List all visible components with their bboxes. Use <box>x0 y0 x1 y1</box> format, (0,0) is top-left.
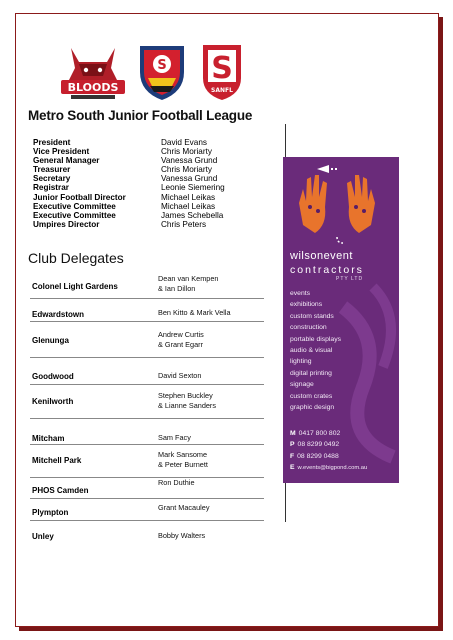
officer-role: Junior Football Director <box>33 192 126 202</box>
ad-contact-phone: P 08 8299 0492 <box>290 441 340 449</box>
ad-service-item: signage <box>290 381 314 389</box>
bloods-logo <box>57 42 129 104</box>
officer-name: Leonie Siemering <box>161 183 225 193</box>
officer-name: Chris Moriarty <box>161 165 212 175</box>
ad-brand-pty: PTY LTD <box>336 276 364 282</box>
officer-name: Michael Leikas <box>161 192 216 202</box>
officer-role: Executive Committee <box>33 201 116 211</box>
club-delegates: David Sexton <box>158 371 202 380</box>
officer-row <box>33 220 225 229</box>
ad-service-item: custom stands <box>290 312 334 320</box>
officer-name: Vanessa Grund <box>161 156 218 166</box>
officer-role: Executive Committee <box>33 210 116 220</box>
officer-role: Secretary <box>33 174 71 184</box>
officer-row <box>33 147 225 156</box>
club-name: Mitchell Park <box>32 456 82 465</box>
club-name: Colonel Light Gardens <box>32 282 118 291</box>
club-name: Glenunga <box>32 336 69 345</box>
shield-logo <box>136 42 188 104</box>
officer-name: Vanessa Grund <box>161 174 218 184</box>
ad-brand-name: wilsonevent <box>290 250 353 262</box>
sanfl-logo-letter: S <box>211 51 233 86</box>
sanfl-logo <box>199 42 245 104</box>
ad-contacts <box>290 428 367 475</box>
club-delegates: Mark Sansome & Peter Burnett <box>158 450 208 469</box>
officer-name: James Schebella <box>161 210 224 220</box>
officer-row <box>33 138 225 147</box>
club-row <box>30 272 264 299</box>
club-name: Edwardstown <box>32 310 85 319</box>
club-name: Plympton <box>32 508 69 517</box>
officers-list <box>33 138 225 229</box>
officer-row <box>33 211 225 220</box>
club-name: Kenilworth <box>32 397 74 406</box>
club-delegates: Grant Macauley <box>158 503 210 512</box>
club-delegates: Stephen Buckley & Lianne Sanders <box>158 391 217 410</box>
ad-service-item: portable displays <box>290 335 342 343</box>
ad-contact-email: E w.events@bigpond.com.au <box>290 464 368 472</box>
officer-name: Michael Leikas <box>161 201 216 211</box>
officer-name: Chris Moriarty <box>161 147 212 157</box>
ad-contact-mobile: M 0417 800 802 <box>290 430 341 437</box>
club-row <box>30 448 264 478</box>
club-delegates: Sam Facy <box>158 433 191 442</box>
officer-name: Chris Peters <box>161 219 207 229</box>
club-delegates: Bobby Walters <box>158 531 206 540</box>
officer-role: President <box>33 138 71 147</box>
ad-service-item: graphic design <box>290 404 335 412</box>
club-row <box>30 429 264 445</box>
officer-name: David Evans <box>161 138 207 147</box>
club-row <box>30 366 264 385</box>
club-name: PHOS Camden <box>32 486 89 495</box>
sanfl-logo-subtext: SANFL <box>211 87 233 94</box>
club-delegates: Ben Kitto & Mark Vella <box>158 308 231 317</box>
officer-role: Umpires Director <box>33 219 100 229</box>
ad-service-item: events <box>290 290 311 297</box>
ad-brand-subtitle: contractors <box>290 264 364 276</box>
officer-role: Registrar <box>33 183 69 193</box>
bloods-logo-text: BLOODS <box>67 81 119 94</box>
ad-service-item: custom crates <box>290 392 333 400</box>
officer-row <box>33 193 225 202</box>
club-row <box>30 500 264 521</box>
officer-row <box>33 174 225 183</box>
officer-row <box>33 165 225 174</box>
club-name: Unley <box>32 532 54 541</box>
club-delegates: Dean van Kempen & Ian Dillon <box>158 274 219 293</box>
officer-row <box>33 202 225 211</box>
ad-services-list <box>290 288 341 413</box>
ad-service-item: lighting <box>290 358 312 366</box>
ad-service-item: audio & visual <box>290 347 333 355</box>
league-title: Metro South Junior Football League <box>28 108 253 123</box>
club-name: Mitcham <box>32 434 65 443</box>
ad-service-item: digital printing <box>290 369 332 377</box>
wilson-event-ad <box>283 157 399 483</box>
club-name: Goodwood <box>32 372 74 381</box>
officer-role: Treasurer <box>33 165 71 175</box>
hands-icon <box>297 163 377 245</box>
officer-row <box>33 156 225 165</box>
officer-role: General Manager <box>33 156 100 166</box>
club-row <box>30 528 264 546</box>
ad-service-item: exhibitions <box>290 301 323 309</box>
ad-service-item: construction <box>290 324 327 332</box>
officer-row <box>33 183 225 192</box>
shield-logo-text: S <box>157 58 167 73</box>
club-delegates-title: Club Delegates <box>28 250 124 266</box>
club-delegates: Ron Duthie <box>158 478 195 487</box>
club-delegates: Andrew Curtis & Grant Egarr <box>158 330 204 349</box>
ad-contact-fax: F 08 8299 0488 <box>290 452 339 460</box>
club-row <box>30 478 264 499</box>
club-row <box>30 305 264 322</box>
club-row <box>30 327 264 358</box>
officer-role: Vice President <box>33 147 90 157</box>
club-row <box>30 387 264 419</box>
